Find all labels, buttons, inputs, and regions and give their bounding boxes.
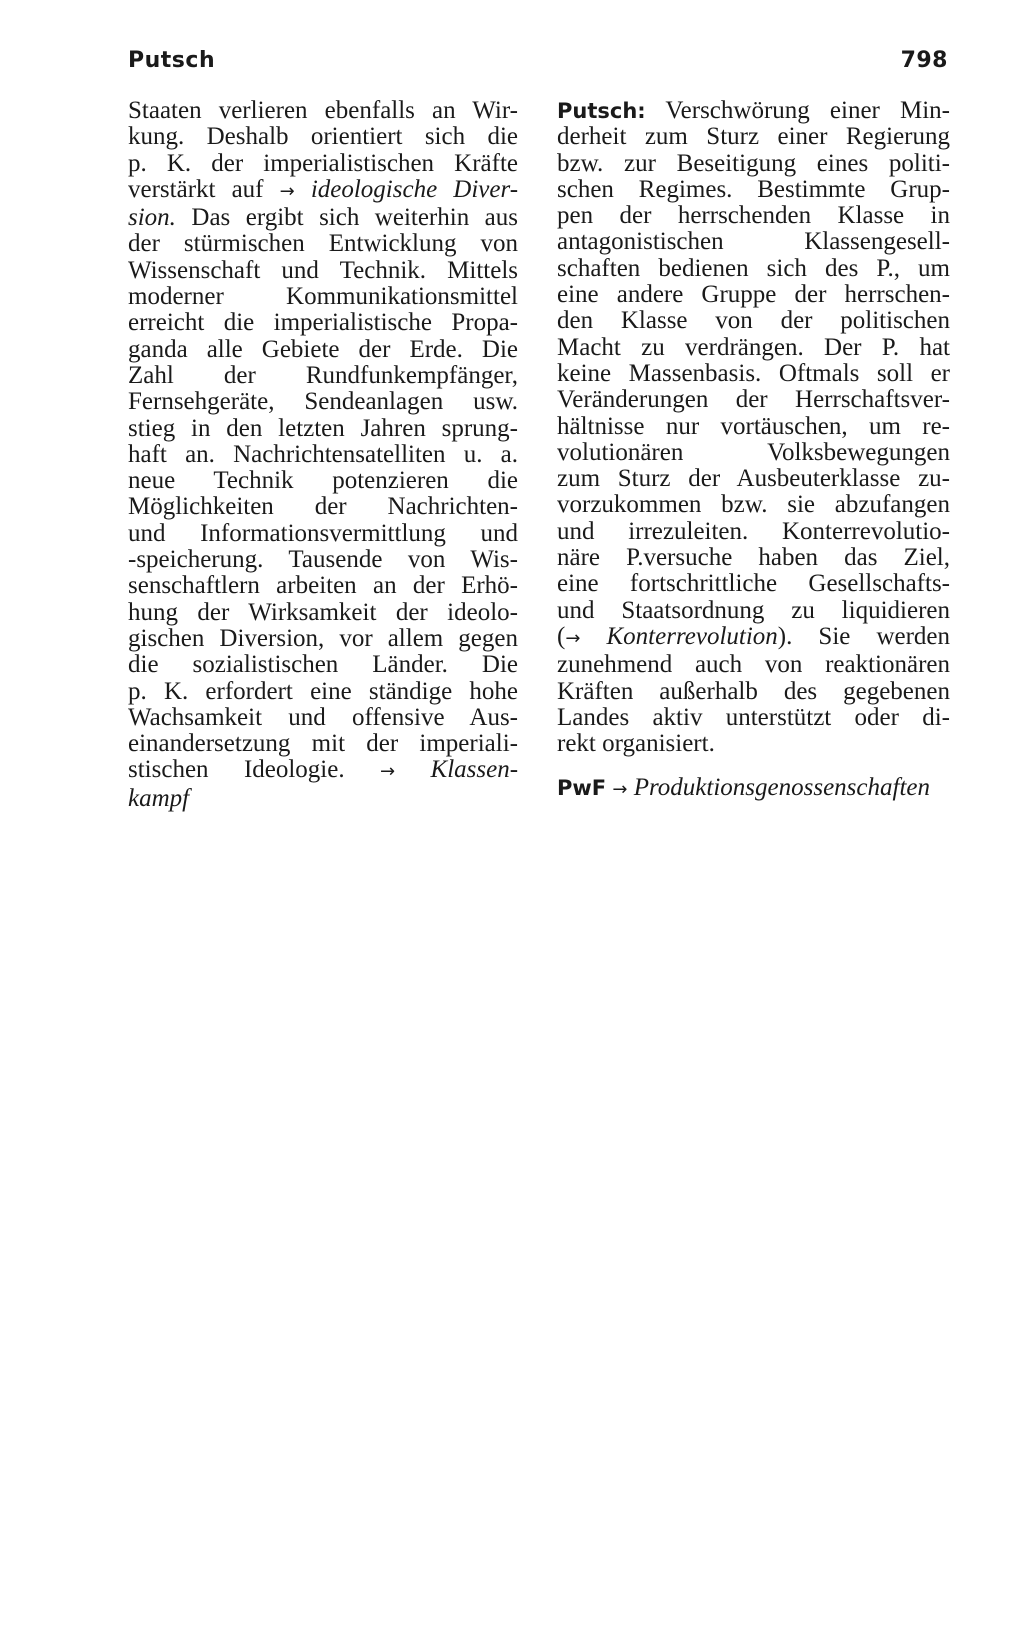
text-line: [557, 775, 950, 803]
text-line: p. K. der imperialistischen Kräfte: [128, 149, 518, 177]
text-line: Wachsamkeit und offensive Aus-: [128, 703, 518, 731]
text-line: volutionären Volksbewegungen: [557, 438, 950, 466]
text-line: antagonistischen Klassengesell-: [557, 228, 950, 256]
text-fragment: stischen Ideologie.: [128, 756, 345, 784]
text-line: Zahl der Rundfunkempfänger,: [128, 361, 518, 389]
text-line: bzw. zur Beseitigung eines politi-: [557, 149, 950, 177]
text-line: der stürmischen Entwicklung von: [128, 230, 518, 258]
entry-pwf: [557, 775, 950, 803]
text-line: Wissenschaft und Technik. Mittels: [128, 256, 518, 284]
text-line: vorzukommen bzw. sie abzufangen: [557, 491, 950, 519]
text-line: Landes aktiv unterstützt oder di-: [557, 703, 950, 731]
text-line: p. K. erfordert eine ständige hohe: [128, 677, 518, 705]
text-line: ganda alle Gebiete der Erde. Die: [128, 335, 518, 363]
text-line: näre P.versuche haben das Ziel,: [557, 544, 950, 572]
arrow-icon: →: [565, 627, 581, 649]
text-line: Kräften außerhalb des gegebenen: [557, 677, 950, 705]
text-line: pen der herrschenden Klasse in: [557, 202, 950, 230]
text-line: Fernsehgeräte, Sendeanlagen usw.: [128, 388, 518, 416]
text-line: -speicherung. Tausende von Wis-: [128, 546, 518, 574]
text-line: einandersetzung mit der imperiali-: [128, 730, 518, 758]
right-column: [557, 98, 950, 804]
entry-putsch: [557, 98, 950, 757]
text-line: [128, 205, 518, 231]
text-line: Macht zu verdrängen. Der P. hat: [557, 333, 950, 361]
entry-headword: Putsch:: [557, 99, 646, 123]
text-fragment: ). Sie werden: [777, 622, 951, 650]
left-column: [128, 98, 518, 812]
text-line: schaften bedienen sich des P., um: [557, 254, 950, 282]
text-line: [128, 786, 518, 812]
text-line: eine fortschrittliche Gesellschafts-: [557, 570, 950, 598]
entry-spacer: [557, 757, 950, 775]
text-line: eine andere Gruppe der herrschen-: [557, 281, 950, 309]
text-line: [557, 98, 950, 124]
text-line: hung der Wirksamkeit der ideolo-: [128, 598, 518, 626]
running-head-word: Putsch: [128, 48, 216, 73]
text-line: kung. Deshalb orientiert sich die: [128, 123, 518, 151]
cross-reference-link[interactable]: Klassen-: [430, 756, 519, 784]
text-line: hältnisse nur vortäuschen, um re-: [557, 412, 950, 440]
cross-reference-link[interactable]: kampf: [128, 784, 190, 812]
text-line: zunehmend auch von reaktionären: [557, 651, 950, 679]
cross-reference-link[interactable]: sion.: [128, 204, 176, 232]
text-fragment: (: [557, 622, 566, 650]
text-line: derheit zum Sturz einer Regierung: [557, 123, 950, 151]
text-line: Veränderungen der Herrschaftsver-: [557, 386, 950, 414]
text-line: Möglichkeiten der Nachrichten-: [128, 493, 518, 521]
text-line: und Staatsordnung zu liquidieren: [557, 596, 950, 624]
page-number: 798: [900, 48, 948, 73]
text-line: stieg in den letzten Jahren sprung-: [128, 414, 518, 442]
entry-headword: PwF: [557, 776, 607, 801]
text-line: [128, 177, 518, 205]
text-line: und Informationsvermittlung und: [128, 519, 518, 547]
text-line: schen Regimes. Bestimmte Grup-: [557, 175, 950, 203]
text-line: moderner Kommunikationsmittel: [128, 283, 518, 311]
cross-reference-link[interactable]: Produktionsgenossenschaften: [633, 774, 930, 802]
text-line: und irrezuleiten. Konterrevolutio-: [557, 517, 950, 545]
text-line: Staaten verlieren ebenfalls an Wir-: [128, 97, 518, 124]
cross-reference-link[interactable]: ideologische Diver-: [310, 175, 519, 203]
text-line: keine Massenbasis. Oftmals soll er: [557, 359, 950, 387]
cross-reference-link[interactable]: Konterrevolution: [606, 622, 778, 650]
arrow-icon: →: [279, 180, 295, 202]
text-line: rekt organisiert.: [557, 730, 715, 758]
arrow-icon: →: [612, 779, 628, 801]
text-line: erreicht die imperialistische Propa-: [128, 309, 518, 337]
text-line: [128, 757, 518, 785]
arrow-icon: →: [380, 761, 396, 783]
text-line: haft an. Nachrichtensatelliten u. a.: [128, 440, 518, 468]
text-fragment: Das ergibt sich weiterhin aus: [175, 204, 518, 232]
text-line: senschaftlern arbeiten an der Erhö-: [128, 572, 518, 600]
text-line: den Klasse von der politischen: [557, 307, 950, 335]
text-line: gischen Diversion, vor allem gegen: [128, 624, 518, 652]
text-fragment: verstärkt auf: [128, 175, 264, 203]
text-line: die sozialistischen Länder. Die: [128, 651, 518, 679]
text-fragment: Verschwörung einer Min-: [645, 97, 950, 124]
text-line: zum Sturz der Ausbeuterklasse zu-: [557, 465, 950, 493]
text-line: neue Technik potenzieren die: [128, 467, 518, 495]
text-line: [557, 624, 950, 652]
